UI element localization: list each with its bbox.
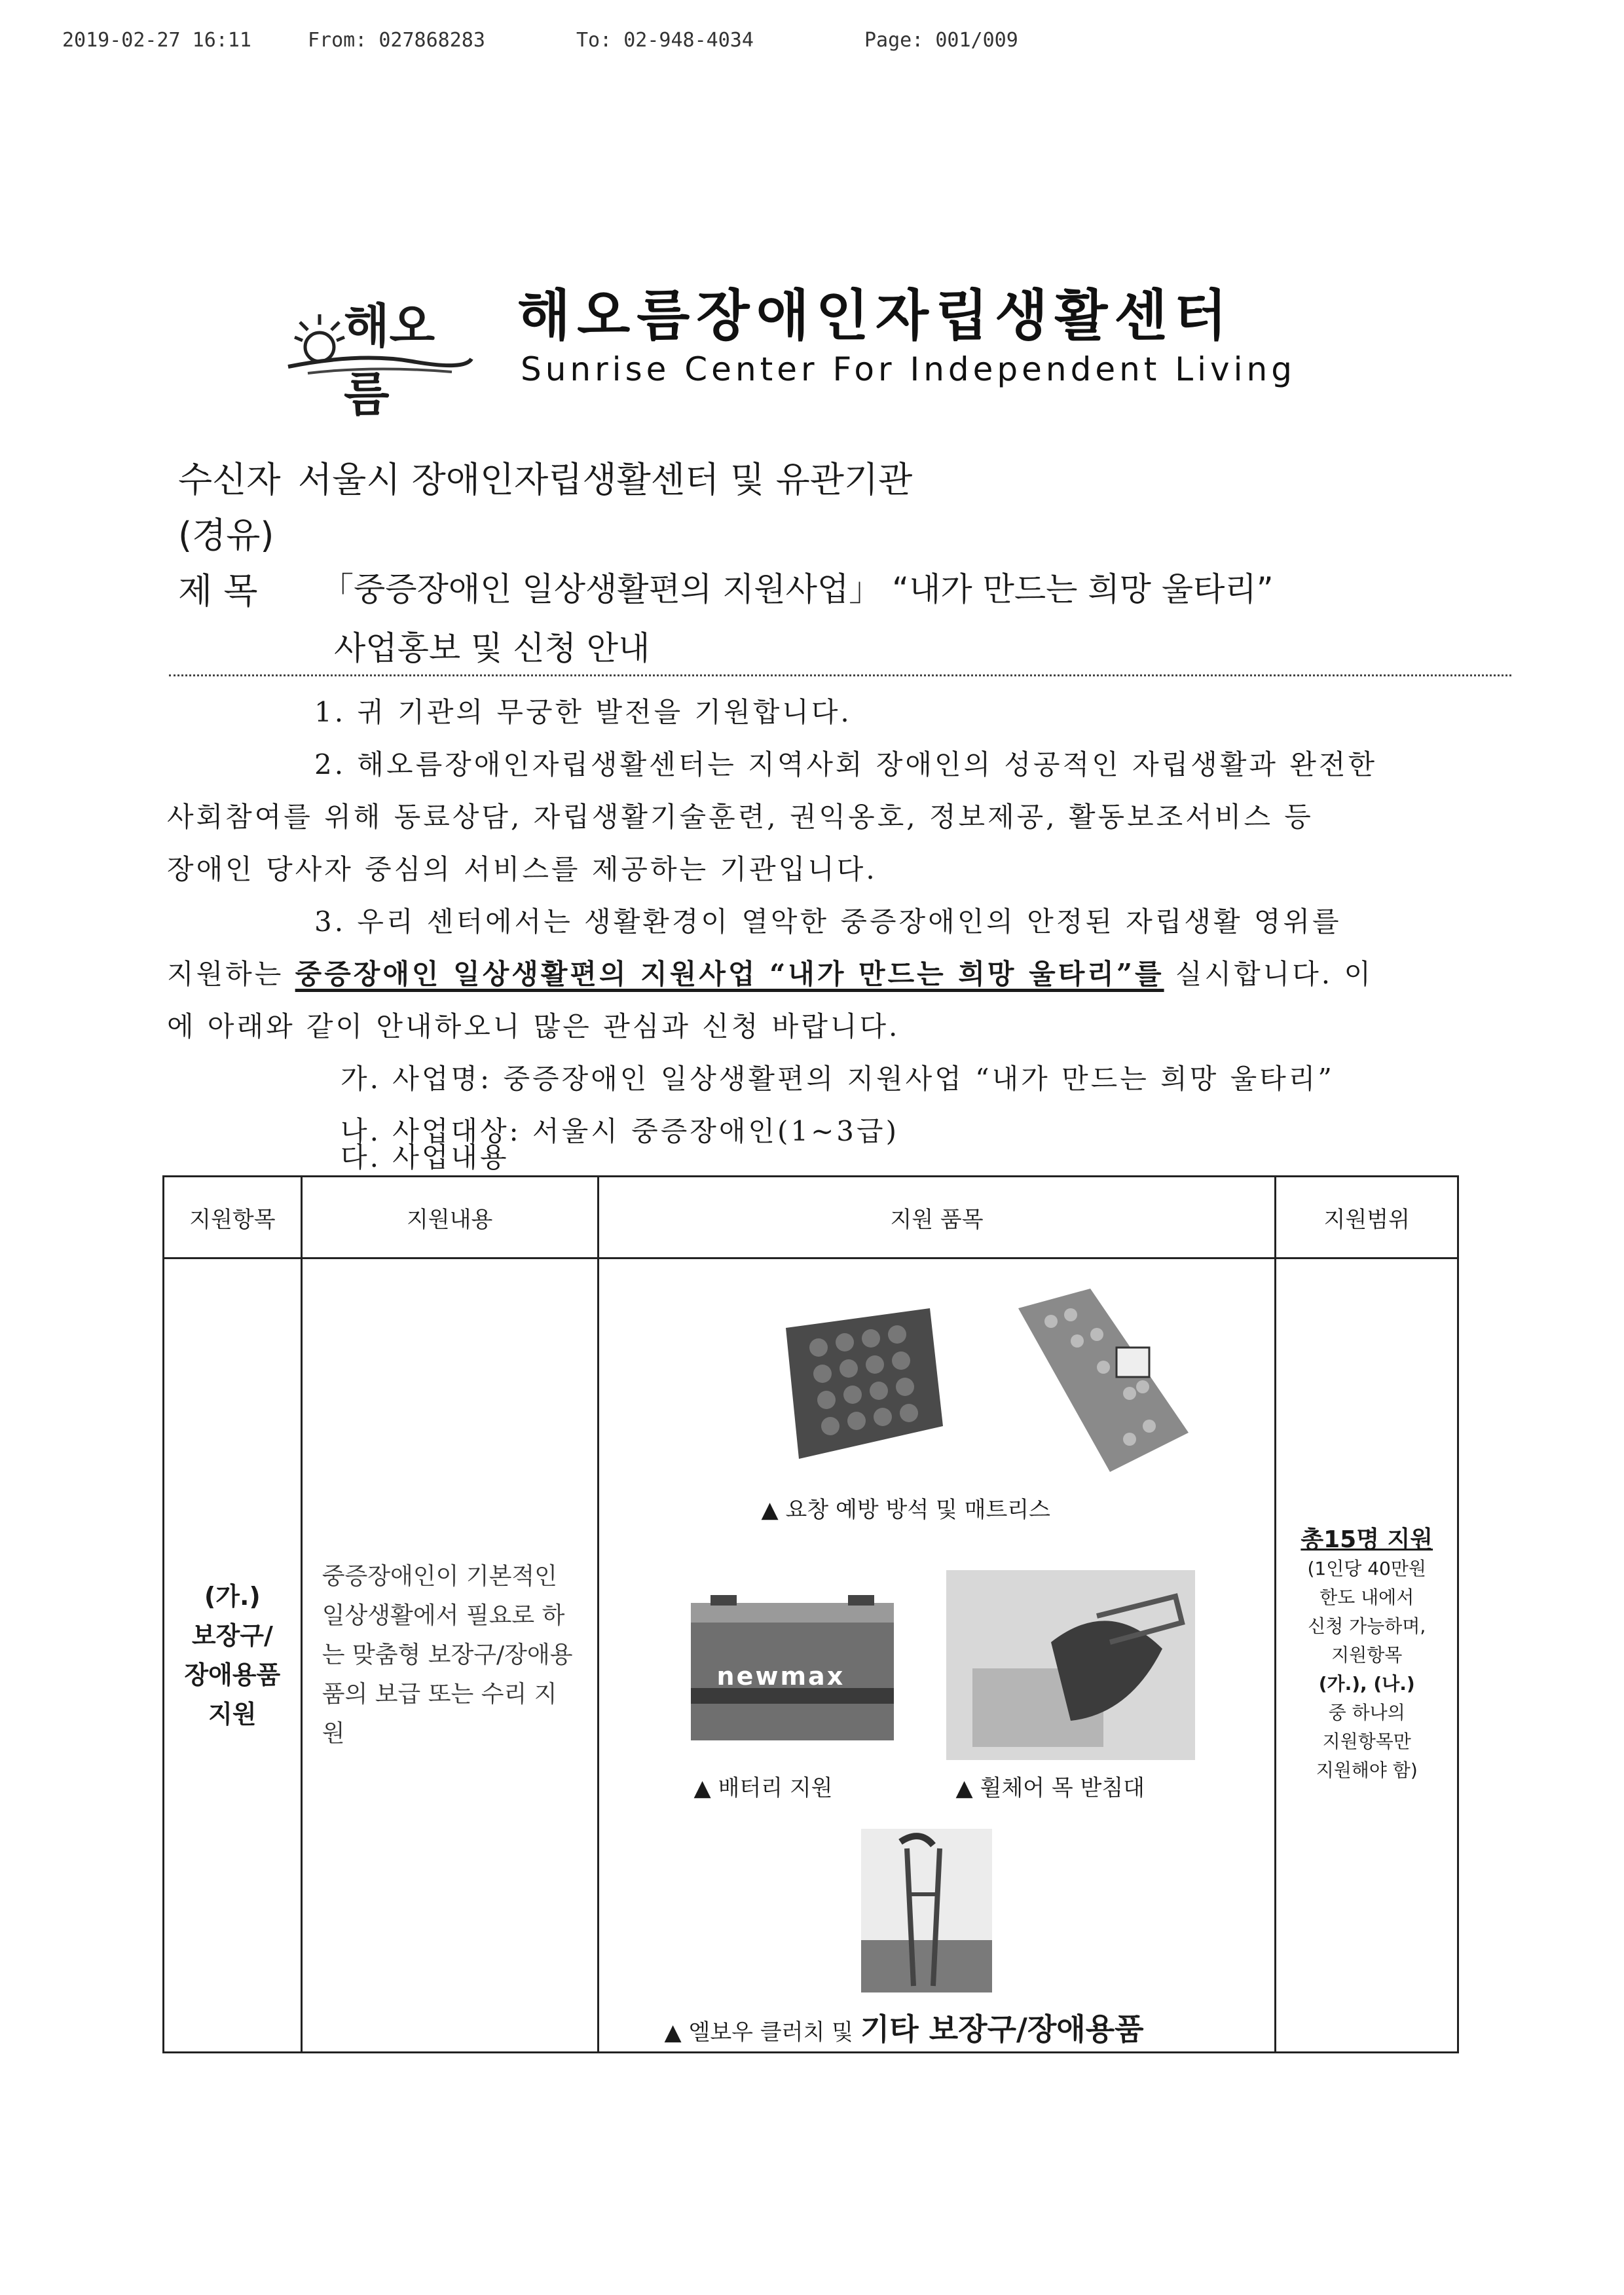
range-line: (1인당 40만원 bbox=[1307, 1558, 1426, 1579]
subject-label: 제 목 bbox=[178, 570, 258, 612]
caption-crutch bbox=[665, 2006, 1144, 2049]
org-name-kr: 해오름장애인자립생활센터 bbox=[517, 284, 1234, 348]
program-name-emphasis: 중증장애인 일상생활편의 지원사업 “내가 만드는 희망 울타리”를 bbox=[295, 958, 1164, 990]
fax-to: To: 02-948-4034 bbox=[576, 29, 754, 52]
recipient-label: 수신자 bbox=[178, 459, 281, 500]
cushion-photo bbox=[766, 1295, 950, 1472]
category-line: 보장구/ bbox=[191, 1621, 273, 1650]
crutch-photo bbox=[861, 1829, 992, 1992]
caption-crutch-pre: ▲ 엘보우 클러치 및 bbox=[664, 2019, 860, 2046]
col-header-content: 지원내용 bbox=[301, 1177, 598, 1258]
item-na: 나. 사업대상: 서울시 중증장애인(1~3급) bbox=[341, 1115, 899, 1147]
col-header-range: 지원범위 bbox=[1276, 1177, 1458, 1258]
range-line: 지원항목 bbox=[1331, 1644, 1403, 1666]
fax-page: Page: 001/009 bbox=[864, 29, 1018, 52]
para-3-line-1: 3. 우리 센터에서는 생활환경이 열악한 중증장애인의 안정된 자립생활 영위를 bbox=[314, 906, 1342, 938]
para-3-line-2 bbox=[167, 953, 1373, 992]
org-name-en: Sunrise Center For Independent Living bbox=[521, 350, 1296, 388]
range-total: 총15명 지원 bbox=[1301, 1526, 1433, 1553]
via-label: (경유) bbox=[178, 515, 274, 556]
content-cell: 중증장애인이 기본적인 일상생활에서 필요로 하는 맞춤형 보장구/장애용품의 보급 또는 수리 지원 bbox=[301, 1258, 598, 2053]
caption-crutch-big: 기타 보장구/장애용품 bbox=[860, 2011, 1144, 2047]
range-line: (가.), (나.) bbox=[1318, 1673, 1415, 1695]
mattress-photo bbox=[1012, 1282, 1195, 1478]
category-line: (가.) bbox=[204, 1582, 261, 1611]
para-3-post: 실시합니다. 이 bbox=[1164, 958, 1374, 990]
range-line: 지원항목만 bbox=[1322, 1731, 1411, 1752]
range-line: 한도 내에서 bbox=[1320, 1587, 1414, 1608]
para-1: 1. 귀 기관의 무궁한 발전을 기원합니다. bbox=[314, 696, 852, 728]
para-2-line-1: 2. 해오름장애인자립생활센터는 지역사회 장애인의 성공적인 자립생활과 완전한 bbox=[314, 748, 1378, 780]
battery-photo bbox=[684, 1590, 900, 1747]
col-header-category: 지원항목 bbox=[164, 1177, 302, 1258]
category-cell bbox=[164, 1258, 302, 2053]
table-header-row bbox=[164, 1177, 1458, 1258]
category-line: 지원 bbox=[208, 1700, 257, 1729]
table-row bbox=[164, 1258, 1458, 2053]
logo-text: 해오름 bbox=[344, 299, 435, 422]
fax-datetime: 2019-02-27 16:11 bbox=[62, 29, 251, 52]
range-line: 중 하나의 bbox=[1328, 1702, 1405, 1723]
para-2-line-3: 장애인 당사자 중심의 서비스를 제공하는 기관입니다. bbox=[167, 853, 877, 885]
category-line: 장애용품 bbox=[184, 1661, 281, 1689]
caption-mattress: ▲ 요창 예방 방석 및 매트리스 bbox=[761, 1497, 1050, 1523]
para-3-line-3: 에 아래와 같이 안내하오니 많은 관심과 신청 바랍니다. bbox=[167, 1010, 900, 1042]
col-header-items: 지원 품목 bbox=[598, 1177, 1276, 1258]
battery-brand: newmax bbox=[716, 1662, 845, 1691]
items-cell bbox=[598, 1258, 1276, 2053]
range-cell bbox=[1276, 1258, 1458, 2053]
caption-battery: ▲ 배터리 지원 bbox=[693, 1775, 833, 1801]
para-3-pre: 지원하는 bbox=[167, 958, 295, 990]
neckrest-photo bbox=[946, 1570, 1195, 1760]
item-da: 다. 사업내용 bbox=[341, 1141, 509, 1173]
support-table bbox=[162, 1175, 1459, 2053]
range-line: 지원해야 함) bbox=[1316, 1759, 1418, 1781]
caption-neckrest: ▲ 휠체어 목 받침대 bbox=[955, 1775, 1145, 1801]
sunrise-logo bbox=[282, 275, 478, 422]
recipient-value: 서울시 장애인자립생활센터 및 유관기관 bbox=[298, 459, 913, 500]
subject-line-1: 「중증장애인 일상생활편의 지원사업」 “내가 만드는 희망 울타리” bbox=[321, 570, 1274, 608]
range-line: 신청 가능하며, bbox=[1308, 1615, 1426, 1637]
fax-from: From: 027868283 bbox=[308, 29, 485, 52]
item-ga: 가. 사업명: 중증장애인 일상생활편의 지원사업 “내가 만드는 희망 울타리” bbox=[341, 1063, 1335, 1095]
subject-line-2: 사업홍보 및 신청 안내 bbox=[334, 629, 650, 667]
para-2-line-2: 사회참여를 위해 동료상담, 자립생활기술훈련, 권익옹호, 정보제공, 활동보조서비스 등 bbox=[167, 801, 1314, 833]
header-divider bbox=[169, 674, 1511, 676]
